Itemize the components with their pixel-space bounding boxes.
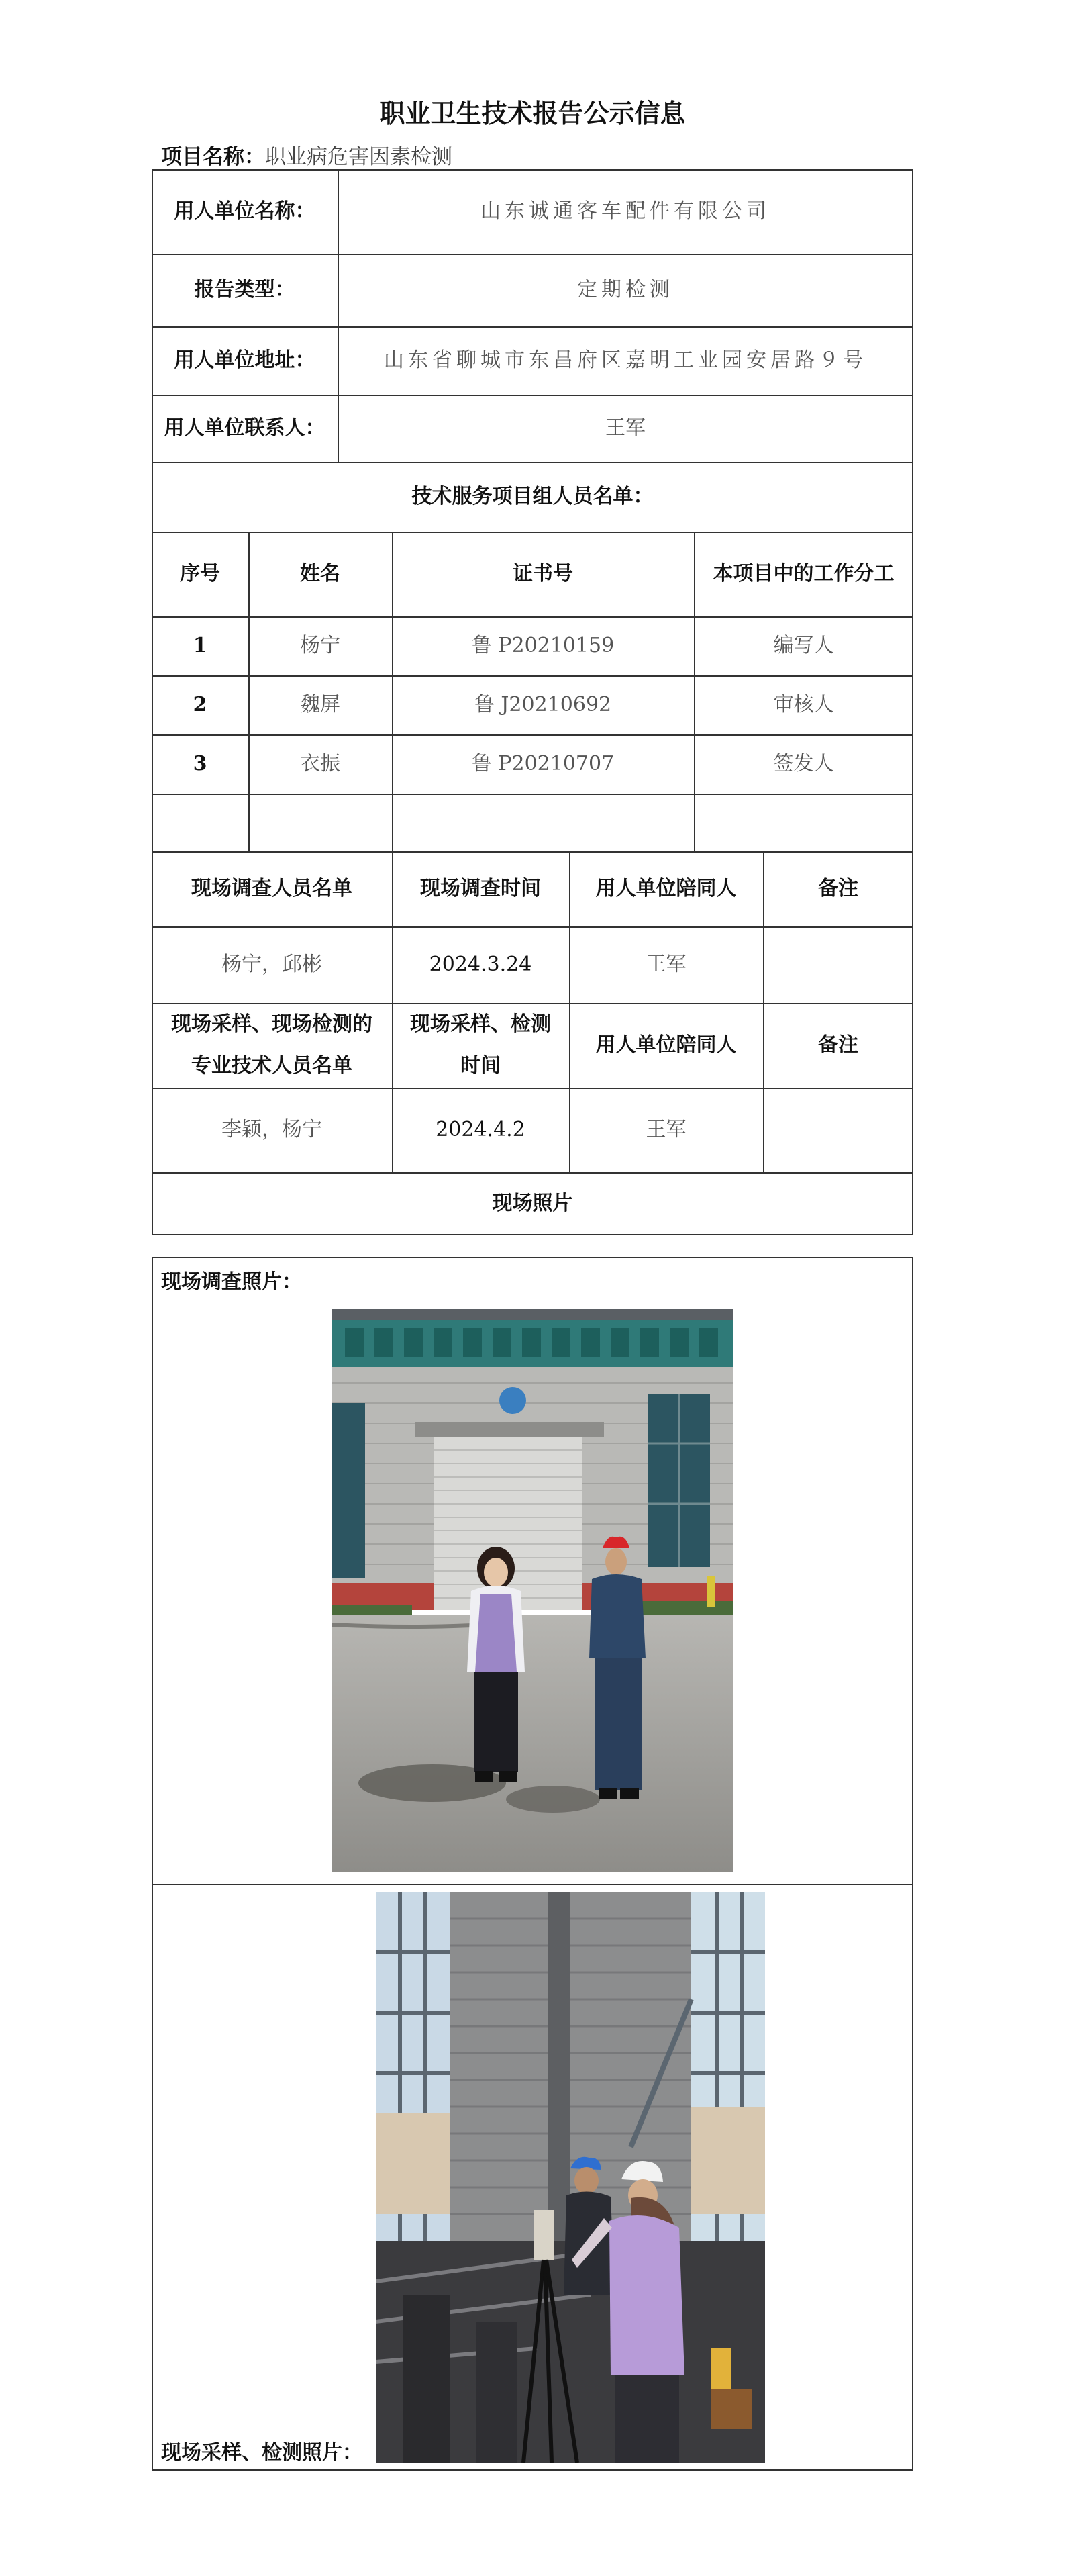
sampling-photo — [376, 1892, 765, 2463]
team-row-2-cert: 鲁 J20210692 — [474, 693, 612, 716]
survey-escort: 王军 — [646, 953, 687, 976]
survey-header-note: 备注 — [818, 877, 858, 900]
project-name-value: 职业病危害因素检测 — [265, 145, 452, 169]
survey-header-people: 现场调查人员名单 — [191, 877, 352, 900]
sampling-escort: 王军 — [646, 1118, 687, 1141]
team-row-3-role: 签发人 — [773, 752, 834, 775]
report-type-label: 报告类型： — [194, 278, 295, 301]
team-header-cert: 证书号 — [513, 562, 573, 585]
survey-header-escort: 用人单位陪同人 — [595, 877, 737, 900]
page-title: 职业卫生技术报告公示信息 — [379, 98, 686, 128]
sampling-header-people-line1: 现场采样、现场检测的 — [171, 1012, 372, 1036]
team-row-3-cert: 鲁 P20210707 — [471, 752, 615, 775]
team-heading: 技术服务项目组人员名单： — [411, 485, 654, 508]
team-header-no: 序号 — [180, 562, 220, 585]
photos-heading: 现场照片 — [492, 1192, 573, 1215]
survey-note — [763, 926, 913, 1003]
sampling-header-people — [152, 1003, 392, 1088]
employer-contact-label: 用人单位联系人： — [164, 416, 325, 440]
team-row-2-name: 魏屏 — [300, 693, 340, 716]
sampling-header-time-line2: 时间 — [460, 1054, 501, 1078]
sampling-header-escort: 用人单位陪同人 — [595, 1033, 737, 1057]
employer-address-label: 用人单位地址： — [174, 348, 315, 372]
team-row-3-name: 衣振 — [300, 752, 340, 775]
project-name-label: 项目名称： — [161, 145, 265, 169]
team-header-role: 本项目中的工作分工 — [713, 562, 895, 585]
sampling-time: 2024.4.2 — [436, 1118, 525, 1141]
sampling-header-time-line1: 现场采样、检测 — [410, 1012, 551, 1036]
team-row-1-no: 1 — [193, 634, 207, 657]
sampling-header-time — [392, 1003, 569, 1088]
team-row-2-no: 2 — [193, 693, 207, 716]
survey-people: 杨宁，邱彬 — [221, 953, 322, 976]
employer-name-label: 用人单位名称： — [174, 199, 315, 223]
sampling-note — [763, 1088, 913, 1172]
team-row-1-name: 杨宁 — [300, 634, 340, 657]
survey-header-time: 现场调查时间 — [420, 877, 541, 900]
team-row-1-cert: 鲁 P20210159 — [471, 634, 615, 657]
employer-address-value: 山东省聊城市东昌府区嘉明工业园安居路９号 — [384, 348, 867, 372]
report-type-value: 定期检测 — [577, 278, 674, 301]
team-row-2-role: 审核人 — [773, 693, 834, 716]
survey-photo — [332, 1309, 733, 1872]
sampling-header-people-line2: 专业技术人员名单 — [191, 1054, 352, 1078]
survey-photo-caption: 现场调查照片： — [161, 1270, 302, 1294]
survey-time: 2024.3.24 — [429, 953, 532, 976]
sampling-photo-caption: 现场采样、检测照片： — [161, 2441, 362, 2465]
team-row-3-no: 3 — [193, 752, 207, 775]
team-header-name: 姓名 — [300, 562, 340, 585]
employer-name-value: 山东诚通客车配件有限公司 — [480, 199, 770, 223]
sampling-header-note: 备注 — [818, 1033, 858, 1057]
employer-contact-value: 王军 — [605, 416, 646, 440]
project-name — [161, 140, 452, 170]
team-row-1-role: 编写人 — [773, 634, 834, 657]
sampling-people: 李颖，杨宁 — [221, 1118, 322, 1141]
